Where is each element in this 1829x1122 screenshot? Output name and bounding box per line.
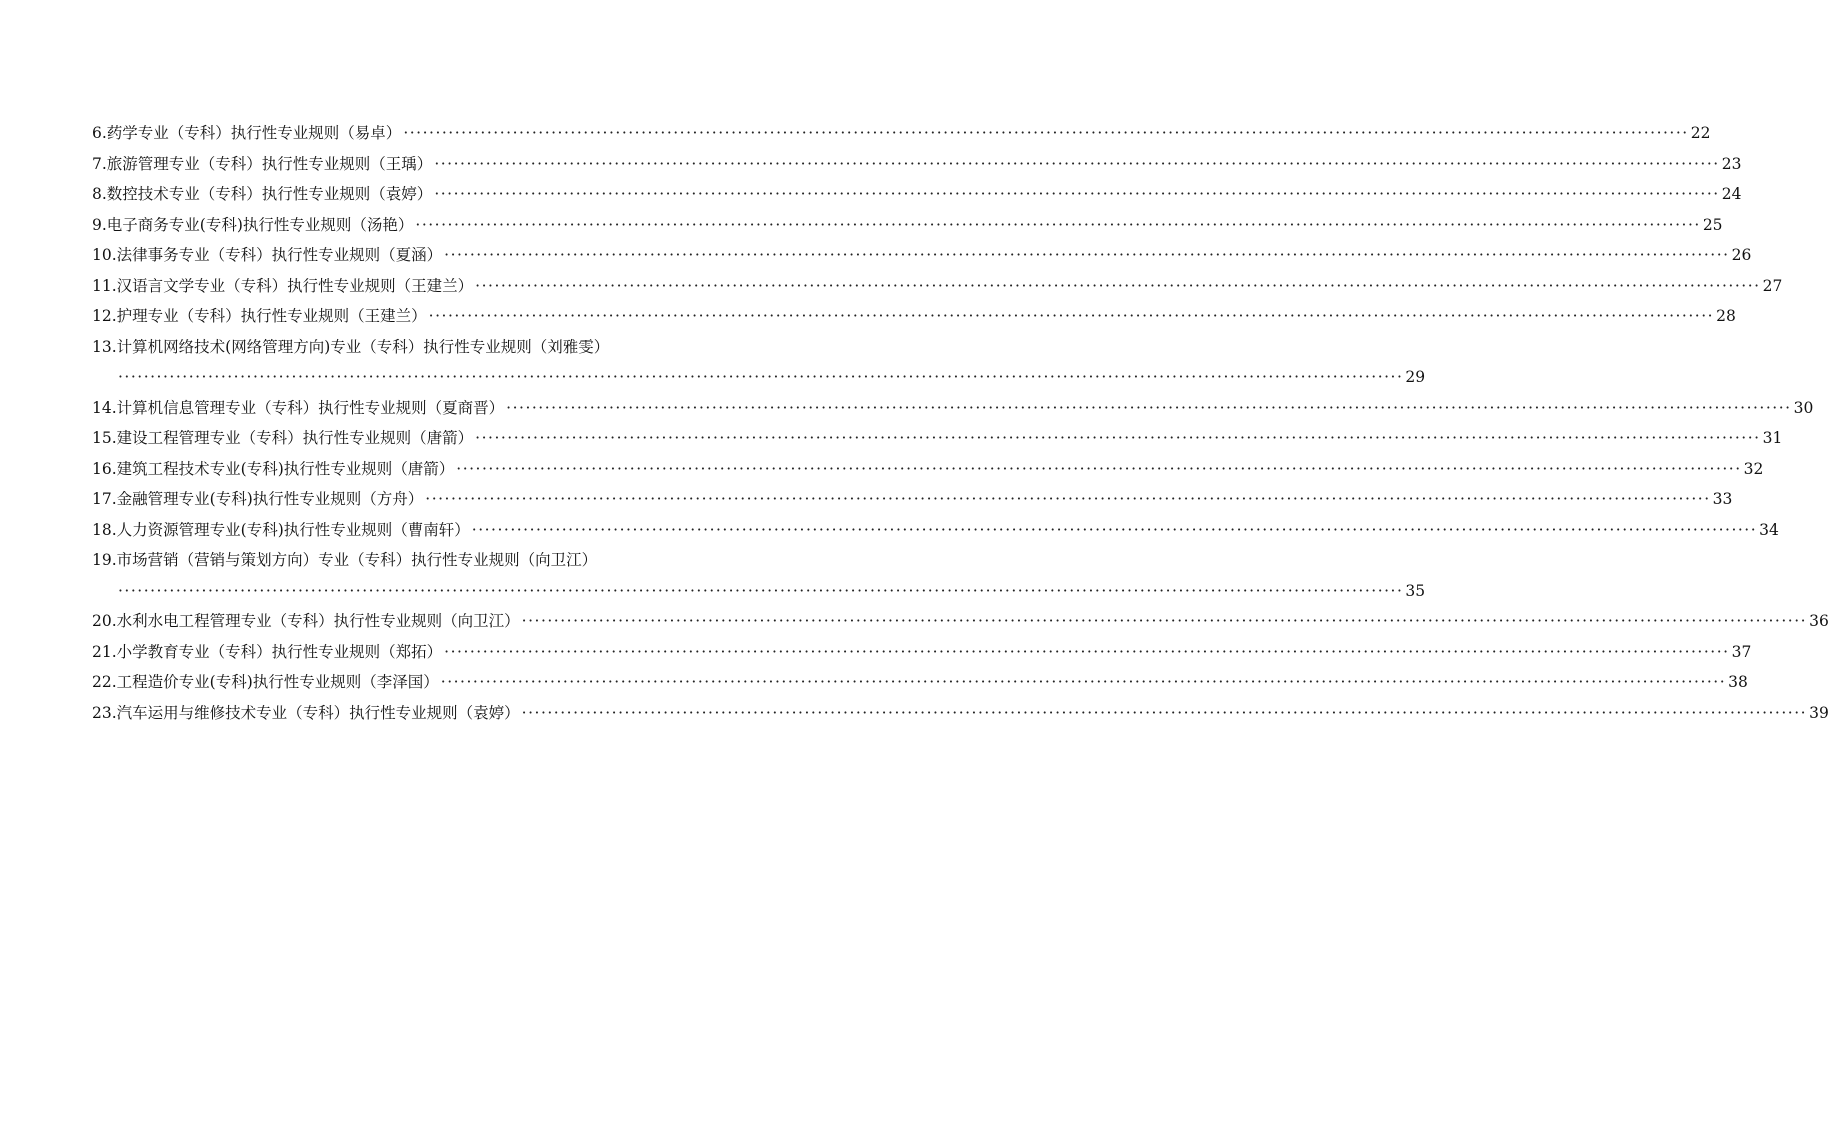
dot-leader: ········································································································································································································ bbox=[428, 307, 1715, 325]
dot-leader: ········································································································································································································ bbox=[415, 215, 1701, 234]
toc-entry-number: 13. bbox=[92, 337, 117, 356]
toc-entry-title: 市场营销（营销与策划方向）专业（专科）执行性专业规则（向卫江） bbox=[116, 551, 598, 569]
toc-entry[interactable] bbox=[92, 271, 1783, 302]
toc-entry[interactable] bbox=[92, 423, 1783, 454]
table-of-contents bbox=[92, 118, 1829, 728]
toc-entry-title: 药学专业（专科）执行性专业规则（易卓） bbox=[106, 124, 402, 142]
toc-entry[interactable] bbox=[92, 515, 1779, 546]
toc-entry[interactable] bbox=[92, 240, 1752, 271]
toc-entry-title: 计算机网络技术(网络管理方向)专业（专科）执行性专业规则（刘雅雯） bbox=[116, 337, 610, 356]
dot-leader: ········································································································································································································ bbox=[434, 154, 1720, 173]
toc-entry-number: 9. bbox=[92, 215, 107, 234]
toc-entry-page-number: 31 bbox=[1762, 429, 1783, 447]
toc-entry-number: 17. bbox=[92, 490, 117, 508]
toc-entry-page-number: 36 bbox=[1809, 612, 1829, 630]
toc-entry-page-number: 32 bbox=[1743, 459, 1764, 478]
toc-entry-title: 旅游管理专业（专科）执行性专业规则（王瑀） bbox=[106, 154, 433, 173]
toc-entry-page-number: 26 bbox=[1731, 246, 1752, 264]
toc-entry-number: 23. bbox=[92, 703, 117, 722]
toc-entry[interactable] bbox=[92, 637, 1752, 668]
dot-leader: ········································································································································································································ bbox=[475, 429, 1761, 447]
toc-entry-title: 建筑工程技术专业(专科)执行性专业规则（唐箭） bbox=[116, 459, 455, 478]
dot-leader: ········································································································································································································ bbox=[475, 276, 1761, 295]
toc-entry-number: 22. bbox=[92, 673, 117, 691]
toc-entry-number: 12. bbox=[92, 307, 117, 325]
dot-leader: ········································································································································································································ bbox=[456, 459, 1742, 478]
toc-entry[interactable] bbox=[92, 210, 1723, 241]
toc-entry-title: 护理专业（专科）执行性专业规则（王建兰） bbox=[116, 307, 427, 325]
toc-entry-page-number: 38 bbox=[1728, 673, 1748, 691]
toc-entry-number: 8. bbox=[92, 185, 107, 203]
toc-entry-page-number: 23 bbox=[1721, 154, 1742, 173]
toc-entry[interactable] bbox=[92, 179, 1742, 210]
dot-leader: ········································································································································································································ bbox=[444, 246, 1730, 264]
toc-entry-title: 电子商务专业(专科)执行性专业规则（汤艳） bbox=[106, 215, 414, 234]
toc-entry-number: 16. bbox=[92, 459, 117, 478]
toc-entry[interactable] bbox=[92, 393, 1814, 424]
toc-entry-page-number: 25 bbox=[1702, 215, 1723, 234]
dot-leader: ········································································································································································································ bbox=[521, 612, 1808, 630]
dot-leader: ········································································································································································································ bbox=[521, 703, 1808, 722]
toc-entry-title: 计算机信息管理专业（专科）执行性专业规则（夏商晋） bbox=[116, 398, 505, 417]
toc-entry-number: 19. bbox=[92, 551, 117, 569]
toc-entry-page-number: 24 bbox=[1721, 185, 1742, 203]
toc-entry-page-number: 29 bbox=[1405, 368, 1426, 386]
dot-leader: ········································································································································································································ bbox=[434, 185, 1720, 203]
toc-entry-title: 建设工程管理专业（专科）执行性专业规则（唐箭） bbox=[116, 429, 474, 447]
toc-entry[interactable] bbox=[92, 149, 1742, 180]
toc-entry-number: 18. bbox=[92, 520, 117, 539]
toc-entry-title: 金融管理专业(专科)执行性专业规则（方舟） bbox=[116, 490, 424, 508]
toc-entry[interactable] bbox=[92, 454, 1764, 485]
dot-leader: ········································································································································································································ bbox=[118, 581, 1404, 600]
toc-entry-page-number: 22 bbox=[1690, 124, 1711, 142]
toc-entry-page-number: 39 bbox=[1809, 703, 1829, 722]
toc-entry[interactable] bbox=[92, 667, 1748, 698]
toc-entry-page-number: 27 bbox=[1762, 276, 1783, 295]
toc-entry-number: 14. bbox=[92, 398, 117, 417]
dot-leader: ········································································································································································································ bbox=[444, 642, 1730, 661]
dot-leader: ········································································································································································································ bbox=[118, 368, 1404, 386]
toc-entry[interactable] bbox=[92, 545, 1426, 606]
toc-entry-page-number: 30 bbox=[1793, 398, 1814, 417]
toc-entry-title: 水利水电工程管理专业（专科）执行性专业规则（向卫江） bbox=[116, 612, 520, 630]
toc-entry-title: 汉语言文学专业（专科）执行性专业规则（王建兰） bbox=[116, 276, 474, 295]
dot-leader: ········································································································································································································ bbox=[440, 673, 1727, 691]
dot-leader: ········································································································································································································ bbox=[403, 124, 1689, 142]
toc-entry-page-number: 34 bbox=[1759, 520, 1779, 539]
dot-leader: ········································································································································································································ bbox=[425, 490, 1711, 508]
toc-entry-title: 人力资源管理专业(专科)执行性专业规则（曹南轩） bbox=[116, 520, 470, 539]
toc-entry-title: 法律事务专业（专科）执行性专业规则（夏涵） bbox=[116, 246, 443, 264]
toc-entry-title: 小学教育专业（专科）执行性专业规则（郑拓） bbox=[116, 642, 443, 661]
toc-entry[interactable] bbox=[92, 606, 1829, 637]
toc-entry-number: 20. bbox=[92, 612, 117, 630]
toc-entry-number: 21. bbox=[92, 642, 117, 661]
toc-entry-number: 10. bbox=[92, 246, 117, 264]
toc-entry-number: 6. bbox=[92, 124, 107, 142]
toc-entry[interactable] bbox=[92, 698, 1829, 729]
dot-leader: ········································································································································································································ bbox=[471, 520, 1758, 539]
toc-entry-title: 汽车运用与维修技术专业（专科）执行性专业规则（袁婷） bbox=[116, 703, 520, 722]
toc-entry-page-number: 37 bbox=[1731, 642, 1752, 661]
toc-entry[interactable] bbox=[92, 332, 1426, 393]
toc-entry-number: 15. bbox=[92, 429, 117, 447]
toc-entry-page-number: 28 bbox=[1716, 307, 1736, 325]
toc-entry[interactable] bbox=[92, 301, 1736, 332]
toc-entry-number: 11. bbox=[92, 276, 117, 295]
toc-entry[interactable] bbox=[92, 118, 1711, 149]
toc-entry-title: 数控技术专业（专科）执行性专业规则（袁婷） bbox=[106, 185, 433, 203]
toc-entry-title: 工程造价专业(专科)执行性专业规则（李泽国） bbox=[116, 673, 439, 691]
dot-leader: ········································································································································································································ bbox=[506, 398, 1792, 417]
toc-entry-page-number: 33 bbox=[1712, 490, 1733, 508]
toc-entry[interactable] bbox=[92, 484, 1733, 515]
toc-entry-page-number: 35 bbox=[1405, 581, 1426, 600]
toc-entry-number: 7. bbox=[92, 154, 107, 173]
